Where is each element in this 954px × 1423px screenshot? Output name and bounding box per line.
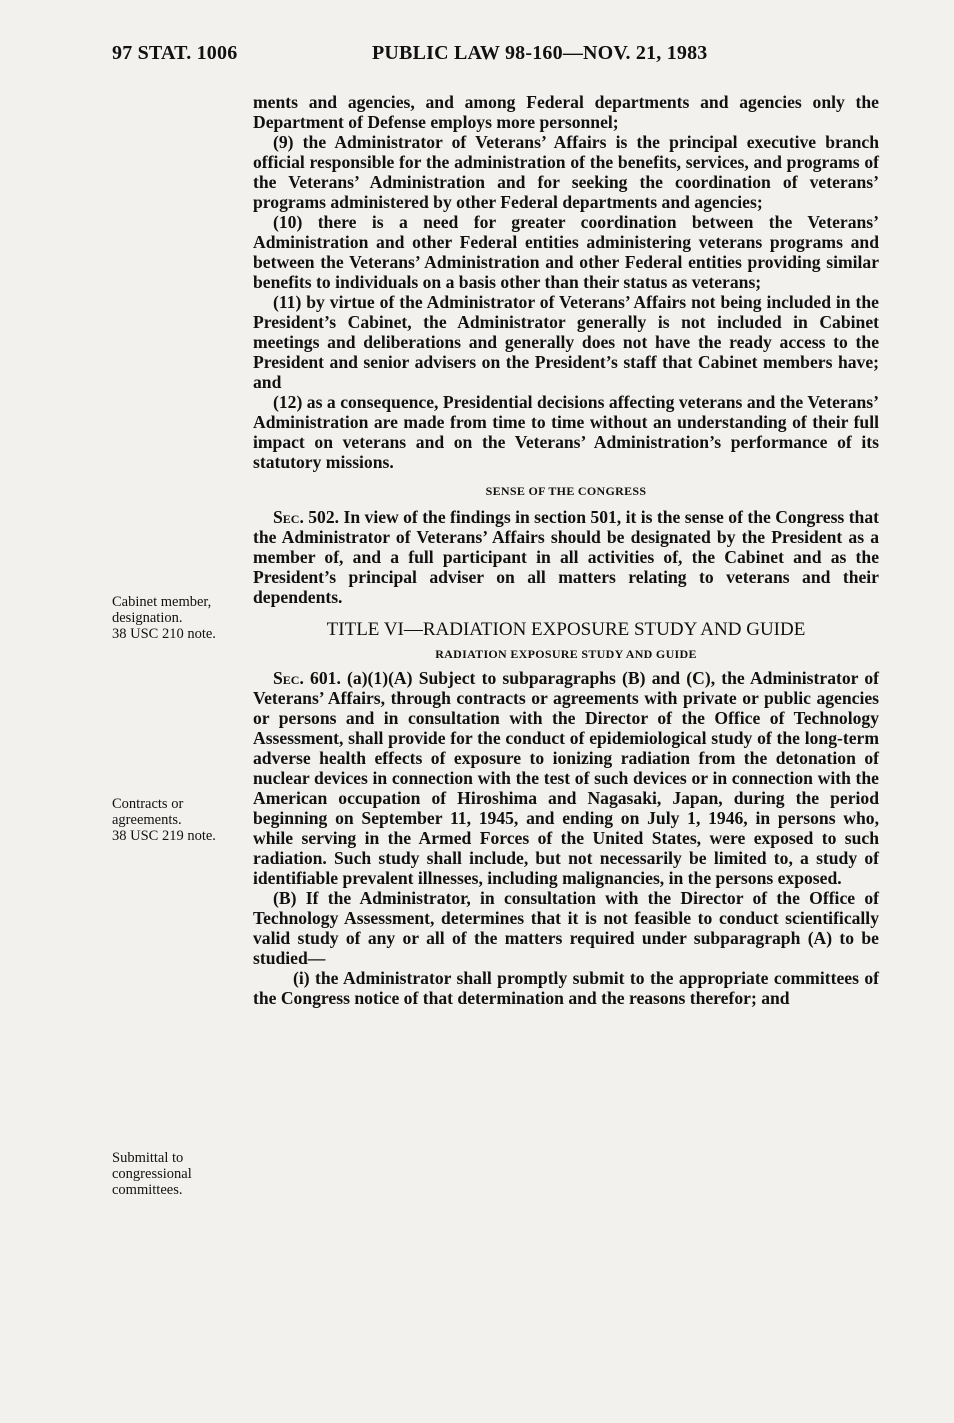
finding-11: (11) by virtue of the Administrator of Veterans’ Affairs not being included in the President’s Cabinet, the Administrator generally is not included in Cabinet meetings and deliberations and generally does not have the ready access to the President and senior advisers on the President’s staff that Cabinet members have; and <box>253 292 879 392</box>
law-text <box>253 92 879 1008</box>
section-502-text: In view of the findings in section 501, it is the sense of the Congress that the Administrator of Veterans’ Affairs should be designated by the President as a member of, and a full participant in all activities of, the Cabinet and as the President’s principal adviser on all matters relating to veterans and their dependents. <box>253 507 879 607</box>
section-502-label: Sec. 502. <box>273 507 340 527</box>
subparagraph-b: (B) If the Administrator, in consultation with the Director of the Office of Technology Assessment, determines that it is not feasible to conduct scientifically valid study of any or all of the matters required under subparagraph (A) to be studied— <box>253 888 879 968</box>
section-601 <box>253 668 879 888</box>
sidenote-submittal <box>112 1150 244 1198</box>
sidenote-line: agreements. <box>112 812 182 828</box>
page-stat-reference: 97 STAT. 1006 <box>112 42 238 64</box>
sidenote-line: Cabinet member, <box>112 594 212 610</box>
sidenote-line: committees. <box>112 1182 183 1198</box>
continued-paragraph: ments and agencies, and among Federal departments and agencies only the Department of Defense employs more personnel; <box>253 92 879 132</box>
finding-10: (10) there is a need for greater coordination between the Veterans’ Administration and other Federal entities administering veterans programs and between the Veterans’ Administration and other Federal entities providing similar benefits to individuals on a basis other than their status as veterans; <box>253 212 879 292</box>
sidenote-line: Contracts or <box>112 796 184 812</box>
section-502 <box>253 507 879 607</box>
title-vi-heading: TITLE VI—RADIATION EXPOSURE STUDY AND GUIDE <box>326 619 806 640</box>
section-heading-sense: SENSE OF THE CONGRESS <box>485 484 647 498</box>
sidenote-line: designation. <box>112 610 183 626</box>
sidenote-line: 38 USC 210 note. <box>112 626 216 642</box>
section-heading-radiation: RADIATION EXPOSURE STUDY AND GUIDE <box>435 647 697 661</box>
section-601-label: Sec. 601. <box>273 668 341 688</box>
finding-9: (9) the Administrator of Veterans’ Affairs is the principal executive branch official responsible for the administration of the benefits, services, and programs of the Veterans’ Administration and for seeking the coordination of veterans’ programs administered by other Federal departments and agencies; <box>253 132 879 212</box>
clause-i: (i) the Administrator shall promptly submit to the appropriate committees of the Congress notice of that determination and the reasons therefor; and <box>253 968 879 1008</box>
sidenote-line: Submittal to <box>112 1150 184 1166</box>
sidenote-line: 38 USC 219 note. <box>112 828 216 844</box>
sidenote-contracts <box>112 796 244 844</box>
public-law-header: PUBLIC LAW 98-160—NOV. 21, 1983 <box>372 42 708 64</box>
section-601-text: (a)(1)(A) Subject to subparagraphs (B) and (C), the Administrator of Veterans’ Affairs, through contracts or agreements with private or public agencies or persons and in consultation with the Director of the Office of Technology Assessment, shall provide for the conduct of epidemiological study of the long-term adverse health effects of exposure to ionizing radiation from the detonation of nuclear devices in connection with the test of such devices or in connection with the American occupation of Hiroshima and Nagasaki, Japan, during the period beginning on September 11, 1945, and ending on July 1, 1946, in persons who, while serving in the Armed Forces of the United States, were exposed to such radiation. Such study shall include, but not necessarily be limited to, a study of identifiable prevalent illnesses, including malignancies, in the persons exposed. <box>253 668 879 888</box>
sidenote-line: congressional <box>112 1166 192 1182</box>
sidenote-cabinet-member <box>112 594 244 642</box>
finding-12: (12) as a consequence, Presidential decisions affecting veterans and the Veterans’ Administration are made from time to time without an understanding of their full impact on veterans and on the Veterans’ Administration’s performance of its statutory missions. <box>253 392 879 472</box>
